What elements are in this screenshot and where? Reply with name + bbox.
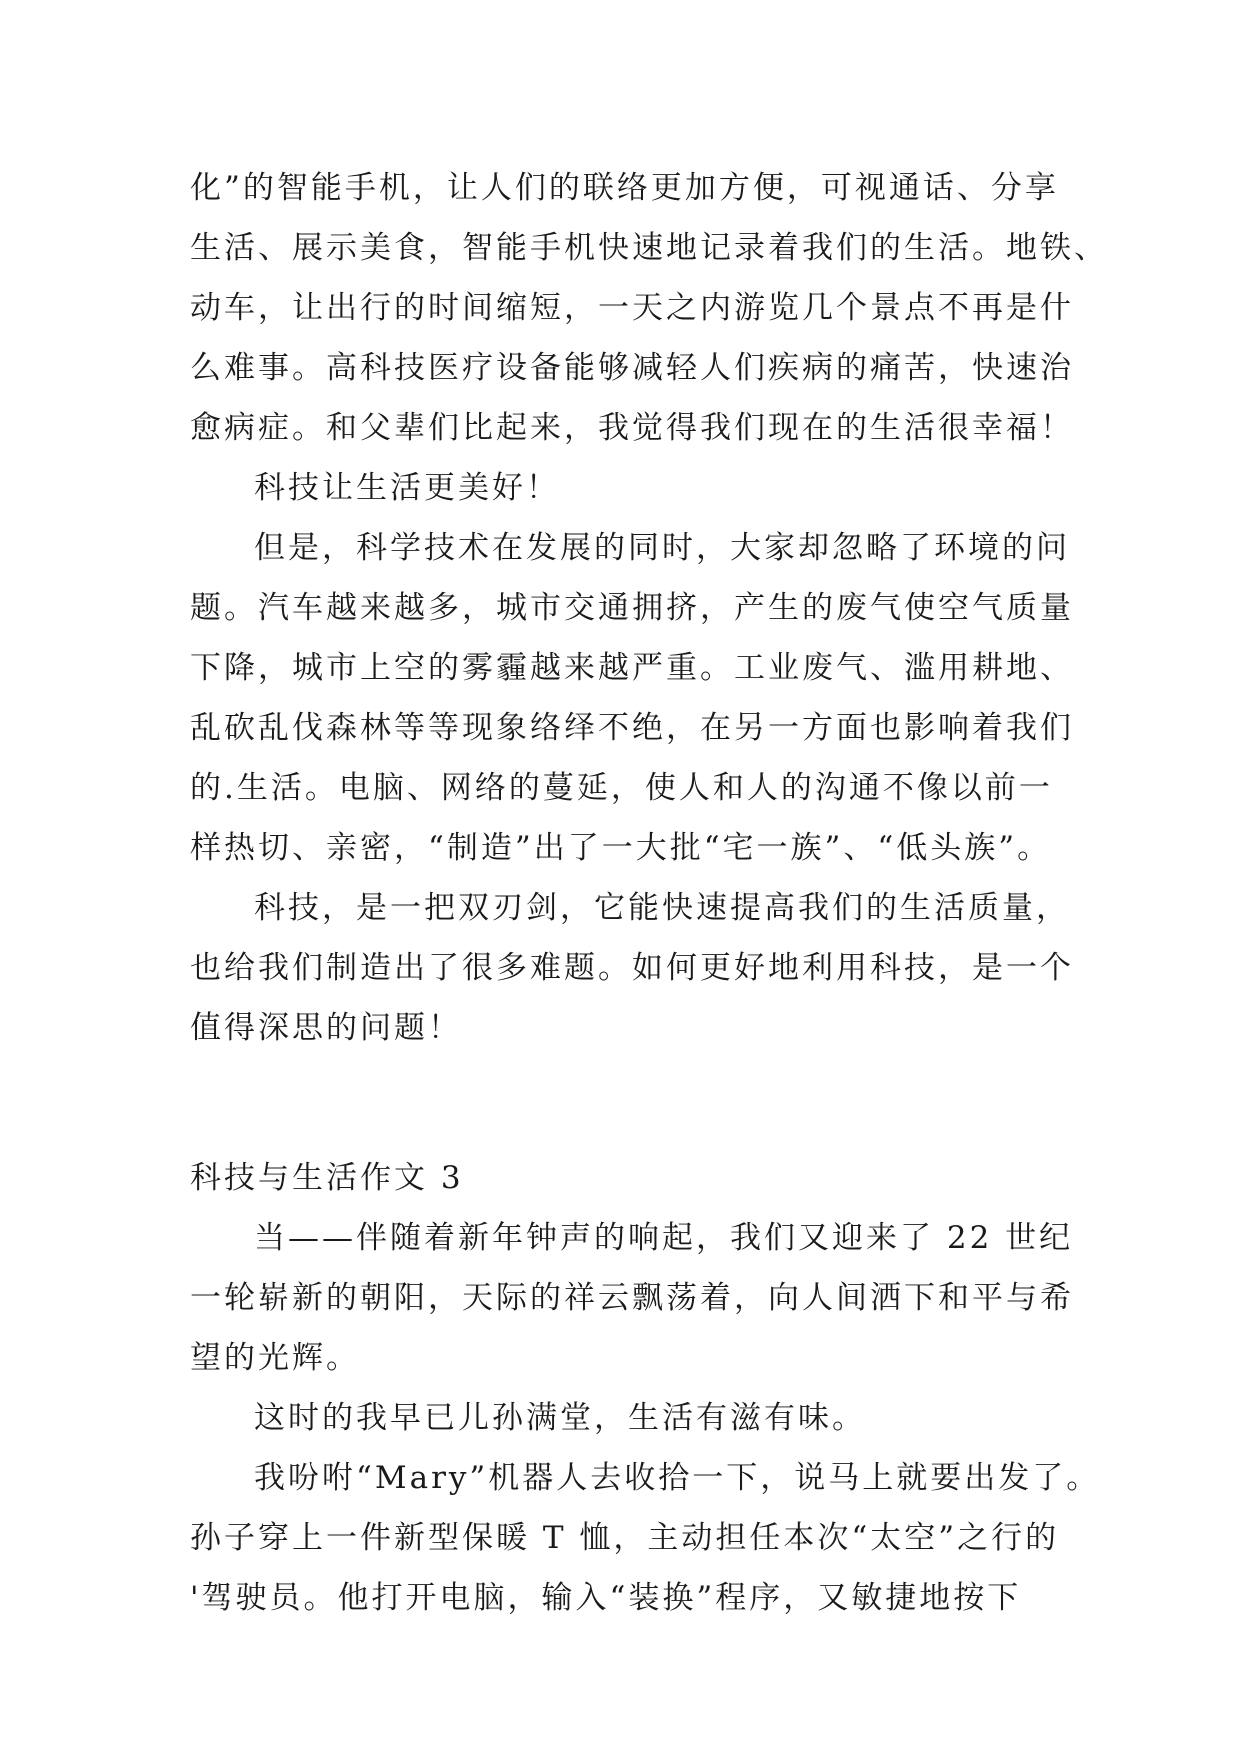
text-line: '驾驶员。他打开电脑，输入“装换”程序，又敏捷地按下 [190, 1580, 1022, 1616]
text-line: 化”的智能手机，让人们的联络更加方便，可视通话、分享 [190, 170, 1059, 206]
text-line: 的.生活。电脑、网络的蔓延，使人和人的沟通不像以前一 [190, 770, 1053, 806]
text-line: 当——伴随着新年钟声的响起，我们又迎来了 22 世纪 [254, 1220, 1074, 1256]
paragraph [190, 878, 1074, 1058]
paragraph [190, 1448, 1101, 1628]
text-line: 也给我们制造出了很多难题。如何更好地利用科技，是一个 [190, 950, 1074, 986]
text-line: 题。汽车越来越多，城市交通拥挤，产生的废气使空气质量 [190, 590, 1074, 626]
text-line: 这时的我早已儿孙满堂，生活有滋有味。 [254, 1400, 866, 1436]
text-line: 么难事。高科技医疗设备能够减轻人们疾病的痛苦，快速治 [190, 350, 1074, 386]
text-line: 值得深思的问题！ [190, 1010, 462, 1046]
paragraph [190, 1388, 1050, 1448]
text-line: 孙子穿上一件新型保暖 T 恤，主动担任本次“太空”之行的 [190, 1520, 1060, 1556]
paragraph [190, 1208, 1074, 1388]
text-line: 科技让生活更美好！ [254, 470, 560, 506]
paragraph [190, 458, 1050, 518]
text-line: 科技，是一把双刃剑，它能快速提高我们的生活质量， [254, 890, 1070, 926]
paragraph [190, 518, 1074, 878]
text-line: 但是，科学技术在发展的同时，大家却忽略了环境的问 [254, 530, 1070, 566]
text-line: 样热切、亲密，“制造”出了一大批“宅一族”、“低头族”。 [190, 830, 1052, 866]
text-line: 生活、展示美食，智能手机快速地记录着我们的生活。地铁、 [190, 230, 1108, 266]
text-line: 一轮崭新的朝阳，天际的祥云飘荡着，向人间洒下和平与希 [190, 1280, 1074, 1316]
paragraph [190, 158, 1108, 458]
text-line: 愈病症。和父辈们比起来，我觉得我们现在的生活很幸福！ [190, 410, 1074, 446]
text-line: 望的光辉。 [190, 1340, 360, 1376]
section-title: 科技与生活作文 3 [190, 1160, 464, 1196]
document-body [190, 158, 1108, 1628]
text-line: 下降，城市上空的雾霾越来越严重。工业废气、滥用耕地、 [190, 650, 1074, 686]
text-line: 我吩咐“Mary”机器人去收拾一下，说马上就要出发了。 [254, 1460, 1101, 1496]
text-line: 乱砍乱伐森林等等现象络绎不绝，在另一方面也影响着我们 [190, 710, 1074, 746]
text-line: 动车，让出行的时间缩短，一天之内游览几个景点不再是什 [190, 290, 1074, 326]
